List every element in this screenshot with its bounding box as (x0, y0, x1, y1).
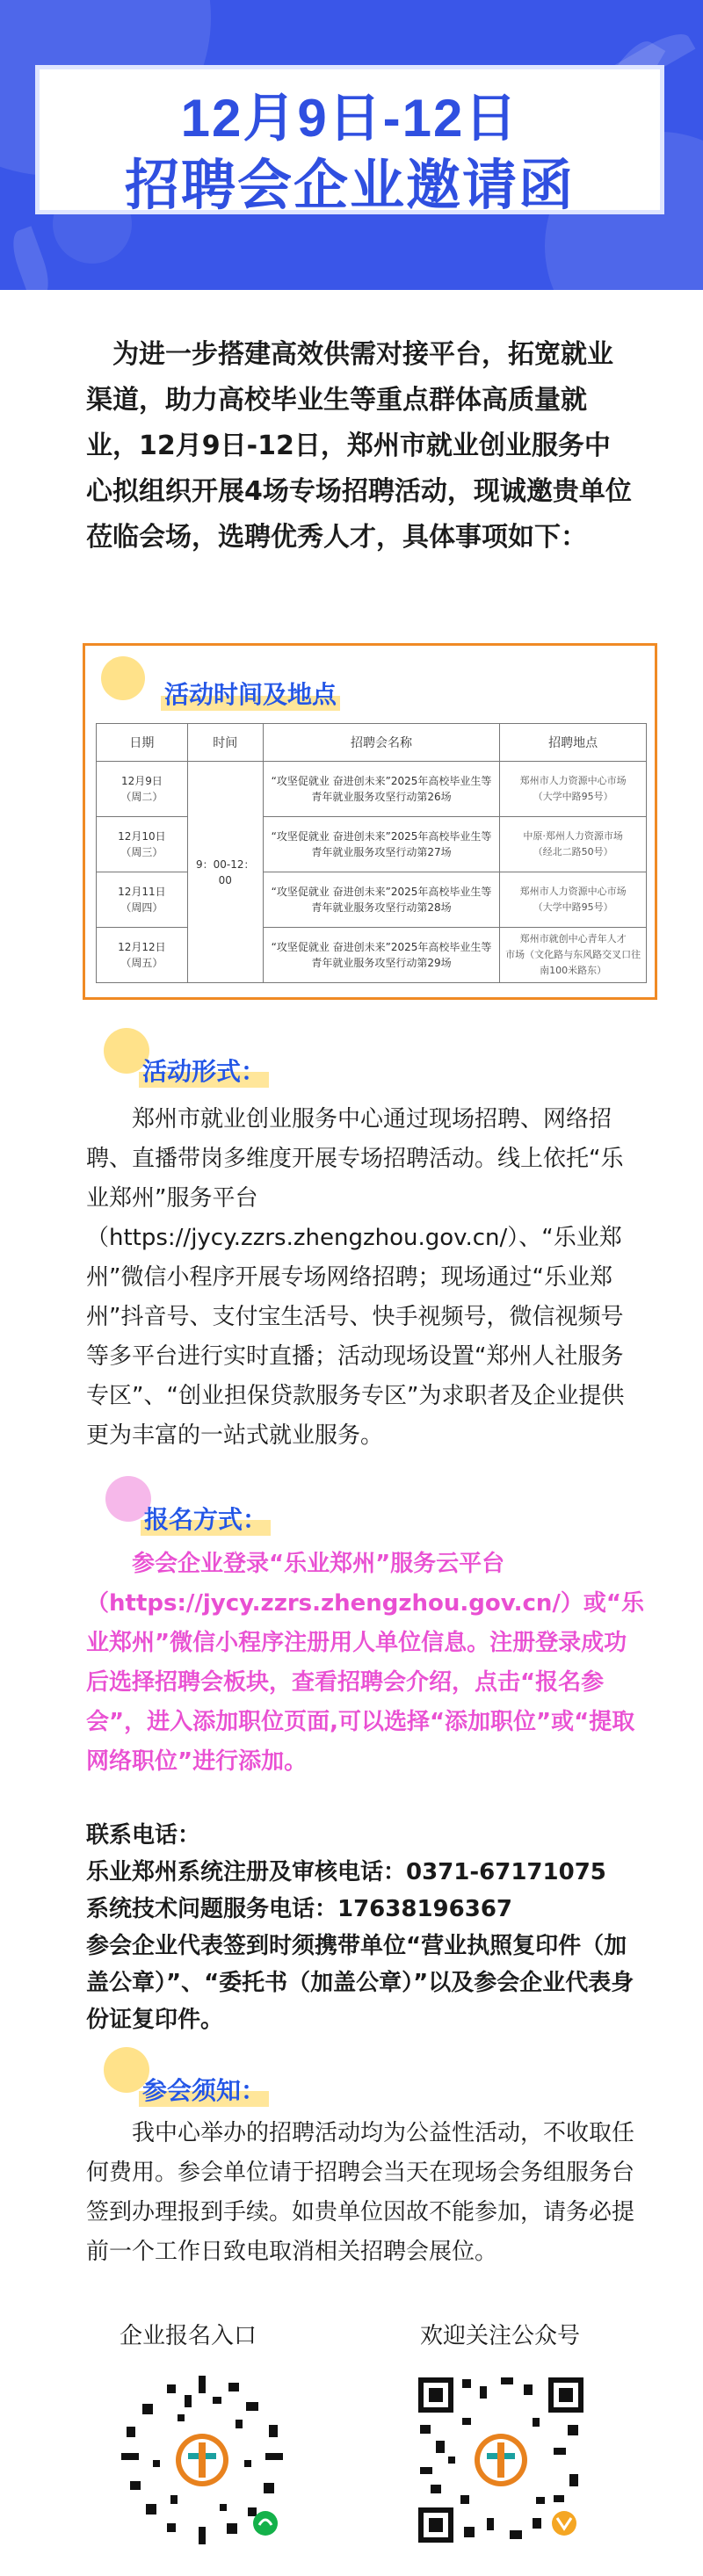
schedule-table (96, 723, 647, 983)
miniprogram-code-icon (114, 2372, 290, 2548)
signup-qr-code[interactable] (114, 2372, 290, 2548)
title-card (35, 65, 664, 214)
column-header: 日期 (97, 724, 188, 762)
column-header: 招聘会名称 (263, 724, 500, 762)
intro-paragraph: 为进一步搭建高效供需对接平台，拓宽就业渠道，助力高校毕业生等重点群体高质量就业，12月9日-12日，郑州市就业创业服务中心拟组织开展4场专场招聘活动，现诚邀贵单位莅临会场，选聘优秀人才，具体事项如下： (86, 339, 632, 553)
place-cell: 郑州市人力资源中心市场 （大学中路95号） (500, 762, 647, 817)
column-header: 招聘地点 (500, 724, 647, 762)
contact-block (86, 1817, 649, 2038)
qr-code-icon (413, 2372, 589, 2548)
date-cell: 12月11日 （周四） (97, 872, 188, 928)
fair-name-cell: “攻坚促就业 奋进创未来”2025年高校毕业生等青年就业服务攻坚行动第28场 (263, 872, 500, 928)
schedule-box (83, 643, 657, 1000)
official-account-qr-code[interactable] (413, 2372, 589, 2548)
notice-paragraph: 我中心举办的招聘活动均为公益性活动，不收取任何费用。参会单位请于招聘会当天在现场会务组服务台签到办理报到手续。如贵单位因故不能参加，请务必提前一个工作日致电取消相关招聘会展位。 (86, 2120, 635, 2265)
page-title: 招聘会企业邀请函 (124, 156, 575, 216)
notice-section-title: 参会须知： (139, 2072, 269, 2107)
time-cell: 9：00-12：00 (187, 762, 263, 983)
qr-label-signup: 企业报名入口 (120, 2323, 257, 2349)
table-row (97, 762, 647, 817)
date-cell: 12月9日 （周二） (97, 762, 188, 817)
place-cell: 中原·郑州人力资源市场 （经北二路50号） (500, 817, 647, 872)
contact-phone-register: 乐业郑州系统注册及审核电话：0371-67171075 (86, 1859, 606, 1885)
column-header: 时间 (187, 724, 263, 762)
table-header-row (97, 724, 647, 762)
fair-name-cell: “攻坚促就业 奋进创未来”2025年高校毕业生等青年就业服务攻坚行动第29场 (263, 928, 500, 983)
contact-requirements: 参会企业代表签到时须携带单位“营业执照复印件（加盖公章）”、“委托书（加盖公章）”以及参会企业代表身份证复印件。 (86, 1933, 634, 2033)
place-cell: 郑州市人力资源中心市场 （大学中路95号） (500, 872, 647, 928)
form-section-title: 活动形式： (139, 1053, 269, 1088)
contact-phone-tech: 系统技术问题服务电话：17638196367 (86, 1896, 512, 1922)
date-cell: 12月12日 （周五） (97, 928, 188, 983)
date-cell: 12月10日 （周三） (97, 817, 188, 872)
place-cell: 郑州市就创中心青年人才 市场（文化路与东风路交叉口往南100米路东） (500, 928, 647, 983)
table-row (97, 872, 647, 928)
signup-paragraph: 参会企业登录“乐业郑州”服务云平台（https://jycy.zzrs.zhengzhou.gov.cn/）或“乐业郑州”微信小程序注册用人单位信息。注册登录成功后选择招聘会板块，查看招聘会介绍，点击“报名参会”，进入添加职位页面,可以选择“添加职位”或“提取网络职位”进行添加。 (86, 1551, 644, 1775)
fair-name-cell: “攻坚促就业 奋进创未来”2025年高校毕业生等青年就业服务攻坚行动第26场 (263, 762, 500, 817)
fair-name-cell: “攻坚促就业 奋进创未来”2025年高校毕业生等青年就业服务攻坚行动第27场 (263, 817, 500, 872)
signup-section-title: 报名方式： (141, 1501, 271, 1536)
circle-bullet-icon (101, 656, 145, 700)
contact-heading: 联系电话： (86, 1822, 201, 1849)
page-title-date: 12月9日-12日 (180, 89, 519, 148)
table-row (97, 928, 647, 983)
schedule-title: 活动时间及地点 (161, 676, 340, 711)
form-paragraph: 郑州市就业创业服务中心通过现场招聘、网络招聘、直播带岗多维度开展专场招聘活动。线上依托“乐业郑州”服务平台（https://jycy.zzrs.zhengzhou.gov.cn/）、“乐业郑州”微信小程序开展专场网络招聘；现场通过“乐业郑州”抖音号、支付宝生活号、快手视频号，微信视频号等多平台进行实时直播；活动现场设置“郑州人社服务专区”、“创业担保贷款服务专区”为求职者及企业提供更为丰富的一站式就业服务。 (86, 1106, 625, 1449)
qr-label-official: 欢迎关注公众号 (420, 2323, 581, 2349)
decor-leaf-icon (6, 226, 55, 290)
table-row (97, 817, 647, 872)
header-banner (0, 0, 703, 290)
